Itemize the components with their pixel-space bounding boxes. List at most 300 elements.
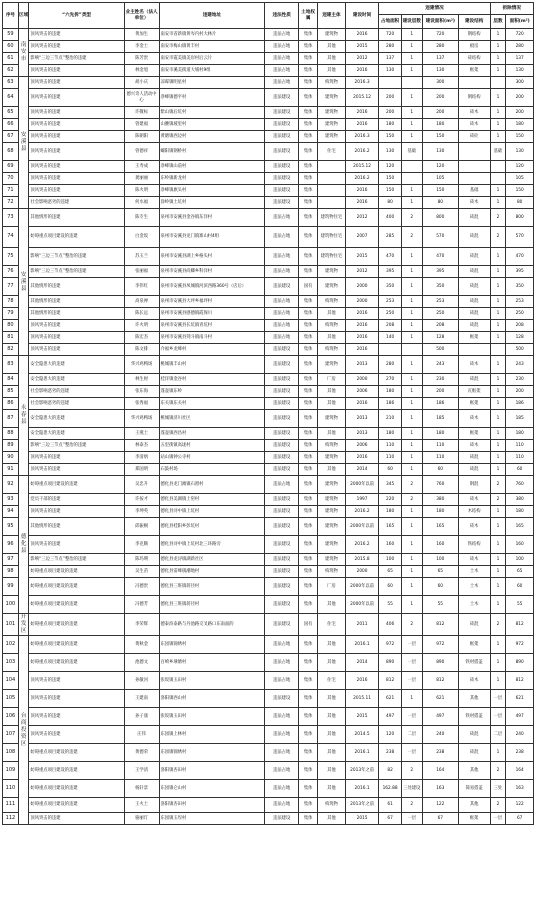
- table-row: [3, 506, 534, 518]
- table-row: [3, 161, 534, 173]
- cell-d-floors: 一层: [490, 708, 506, 726]
- cell-address: 黄塘镇西边村: [159, 131, 265, 143]
- cell-d-floors: 2: [490, 494, 506, 506]
- cell-build-area: 122: [422, 798, 458, 813]
- cell-address: 泉州市安溪县金谷镇东洋村: [159, 209, 265, 227]
- cell-d-area: 470: [506, 248, 534, 266]
- cell-time: 2000年以前: [345, 578, 379, 596]
- cell-d-area: 250: [506, 308, 534, 320]
- cell-build-area: 240: [422, 726, 458, 744]
- header-address: 违建地址: [159, 3, 265, 29]
- cell-floors: 1: [401, 266, 422, 278]
- cell-area: 210: [379, 410, 401, 428]
- cell-floors: 1: [401, 185, 422, 197]
- cell-d-area: 180: [506, 506, 534, 518]
- cell-d-area: 185: [506, 410, 534, 428]
- cell-d-floors: 1: [490, 278, 506, 296]
- cell-owner: 王学清: [124, 762, 159, 780]
- cell-land: 集体: [299, 476, 318, 494]
- cell-seq: 91: [3, 464, 19, 476]
- cell-d-floors: 1: [490, 185, 506, 197]
- cell-d-floors: 1: [490, 410, 506, 428]
- cell-address: 桃城镇丰山村: [159, 356, 265, 374]
- header-floors: 建设层数: [401, 15, 422, 29]
- cell-body: 其他: [318, 636, 346, 654]
- cell-time: 2016.1: [345, 744, 379, 762]
- cell-type: 顶风突击的违建: [29, 506, 124, 518]
- cell-owner: 郑国明: [124, 464, 159, 476]
- cell-area: 238: [379, 744, 401, 762]
- cell-body: 其他: [318, 596, 346, 614]
- cell-floors: 1: [401, 320, 422, 332]
- cell-land: 集体: [299, 636, 318, 654]
- cell-nature: 违法占地: [265, 266, 299, 278]
- cell-build-area: 120: [422, 161, 458, 173]
- cell-seq: 94: [3, 506, 19, 518]
- cell-area: 972: [379, 636, 401, 654]
- cell-type: 顶风突击的违建: [29, 536, 124, 554]
- cell-build-area: 130: [422, 65, 458, 77]
- table-row: [3, 476, 534, 494]
- cell-floors: 1: [401, 690, 422, 708]
- cell-build-area: 180: [422, 119, 458, 131]
- cell-body: 其他: [318, 780, 346, 798]
- cell-type: 顶风突击的违建: [29, 131, 124, 143]
- cell-d-floors: 1: [490, 578, 506, 596]
- cell-address: 德化县龙门滩镇石窗村: [159, 476, 265, 494]
- table-row: [3, 410, 534, 428]
- cell-seq: 80: [3, 320, 19, 332]
- cell-body: 厂房: [318, 374, 346, 386]
- cell-seq: 60: [3, 41, 19, 53]
- cell-d-floors: 1: [490, 266, 506, 278]
- cell-d-area: 186: [506, 398, 534, 410]
- cell-land: 集体: [299, 53, 318, 65]
- cell-seq: 61: [3, 53, 19, 65]
- cell-owner: 何水福: [124, 197, 159, 209]
- cell-time: 2016: [345, 332, 379, 344]
- cell-body: 其他: [318, 332, 346, 344]
- cell-type: 妨碍重点项目建设的违建: [29, 654, 124, 672]
- cell-time: 2016.3: [345, 77, 379, 89]
- cell-struct: [458, 173, 490, 185]
- cell-nature: 违法占地: [265, 53, 299, 65]
- cell-body: 其他: [318, 386, 346, 398]
- cell-type: 社会影响恶劣的违建: [29, 386, 124, 398]
- cell-type: 顶风突击的违建: [29, 332, 124, 344]
- cell-struct: 其他: [458, 762, 490, 780]
- cell-area: 82: [379, 762, 401, 780]
- cell-floors: [401, 344, 422, 356]
- cell-time: 2013年之前: [345, 798, 379, 813]
- cell-struct: [458, 77, 490, 89]
- region-cell: 安溪县: [18, 209, 29, 356]
- cell-nature: 违法建设: [265, 356, 299, 374]
- cell-build-area: 164: [422, 762, 458, 780]
- cell-build-area: 60: [422, 578, 458, 596]
- cell-struct: 其他: [458, 798, 490, 813]
- cell-struct: 钢结构: [458, 89, 490, 107]
- cell-d-area: 150: [506, 131, 534, 143]
- cell-floors: 基础: [401, 143, 422, 161]
- cell-struct: 铁材搭盖: [458, 654, 490, 672]
- cell-build-area: 570: [422, 227, 458, 248]
- cell-type: 顶风突击的违建: [29, 320, 124, 332]
- cell-struct: 铁结构: [458, 536, 490, 554]
- cell-type: 顶风突击的违建: [29, 464, 124, 476]
- cell-area: 130: [379, 65, 401, 77]
- cell-land: 集体: [299, 726, 318, 744]
- cell-address: 德化县雷峰镇潮地村: [159, 566, 265, 578]
- cell-type: 妨碍重点项目建设的违建: [29, 614, 124, 636]
- cell-build-area: 230: [422, 374, 458, 386]
- cell-struct: 砖混: [458, 374, 490, 386]
- cell-d-area: 280: [506, 41, 534, 53]
- cell-address: 东园镇玉埕村: [159, 813, 265, 825]
- cell-type: 妨碍重点项目建设的违建: [29, 744, 124, 762]
- cell-address: 蓬壶镇西昌村: [159, 428, 265, 440]
- cell-type: 其他情形的违建: [29, 209, 124, 227]
- cell-time: 2016: [345, 308, 379, 320]
- cell-build-area: 100: [422, 554, 458, 566]
- cell-seq: 65: [3, 107, 19, 119]
- cell-seq: 96: [3, 536, 19, 554]
- cell-seq: 71: [3, 185, 19, 197]
- table-row: [3, 386, 534, 398]
- cell-struct: 砖木: [458, 518, 490, 536]
- cell-land: 集体: [299, 398, 318, 410]
- cell-address: 东岭镇新龙村: [159, 173, 265, 185]
- cell-struct: 框架: [458, 398, 490, 410]
- cell-seq: 75: [3, 248, 19, 266]
- cell-type: 妨碍重点项目建设的违建: [29, 762, 124, 780]
- table-row: [3, 143, 534, 161]
- cell-land: 集体: [299, 29, 318, 41]
- cell-struct: 框架: [458, 813, 490, 825]
- cell-address: 泉州市安溪县湖上乡格头村: [159, 248, 265, 266]
- cell-struct: 框架: [458, 65, 490, 77]
- cell-address: 洛阳镇杏田村: [159, 762, 265, 780]
- cell-address: 净峰镇德平村: [159, 89, 265, 107]
- cell-address: 凉霉镇明星村: [159, 77, 265, 89]
- table-row: [3, 636, 534, 654]
- cell-d-floors: 1: [490, 518, 506, 536]
- cell-nature: 违法占地: [265, 636, 299, 654]
- cell-body: 建筑物: [318, 536, 346, 554]
- cell-owner: 冯德贵: [124, 578, 159, 596]
- cell-land: 集体: [299, 209, 318, 227]
- cell-nature: 违法建设: [265, 119, 299, 131]
- cell-time: 2015.11: [345, 690, 379, 708]
- cell-owner: 许敬标: [124, 107, 159, 119]
- cell-floors: 1: [401, 278, 422, 296]
- cell-time: 2016.2: [345, 173, 379, 185]
- cell-body: 建筑物: [318, 131, 346, 143]
- cell-d-area: 243: [506, 356, 534, 374]
- cell-struct: 砖砼: [458, 131, 490, 143]
- table-row: [3, 185, 534, 197]
- cell-floors: 一层: [401, 672, 422, 690]
- header-build-area: 建设面积(m²): [422, 15, 458, 29]
- cell-floors: 2: [401, 494, 422, 506]
- cell-area: [379, 77, 401, 89]
- cell-build-area: 800: [422, 209, 458, 227]
- cell-address: 净峰镇山前村: [159, 161, 265, 173]
- table-row: [3, 708, 534, 726]
- cell-time: 2012: [345, 53, 379, 65]
- cell-struct: 钢混: [458, 476, 490, 494]
- cell-body: 其他: [318, 744, 346, 762]
- cell-owner: 孙敏河: [124, 672, 159, 690]
- cell-seq: 79: [3, 308, 19, 320]
- cell-d-floors: 1: [490, 29, 506, 41]
- cell-body: 构筑物: [318, 344, 346, 356]
- cell-nature: 违法建设: [265, 614, 299, 636]
- cell-d-floors: 1: [490, 428, 506, 440]
- cell-time: 2000: [345, 278, 379, 296]
- cell-d-floors: [490, 173, 506, 185]
- cell-floors: 1: [401, 197, 422, 209]
- cell-struct: 框架: [458, 636, 490, 654]
- cell-struct: 砖混: [458, 726, 490, 744]
- cell-time: 2016: [345, 185, 379, 197]
- cell-address: 紫山镇后坑村: [159, 107, 265, 119]
- cell-time: 2016.1: [345, 636, 379, 654]
- cell-type: 安全隐患大的违建: [29, 374, 124, 386]
- cell-d-floors: 1: [490, 744, 506, 762]
- cell-time: 2016.2: [345, 143, 379, 161]
- cell-d-area: 180: [506, 119, 534, 131]
- cell-type: 顶风突击的违建: [29, 708, 124, 726]
- cell-nature: 违法占地: [265, 209, 299, 227]
- cell-area: 345: [379, 476, 401, 494]
- cell-area: 280: [379, 41, 401, 53]
- cell-seq: 106: [3, 708, 19, 726]
- cell-land: 集体: [299, 386, 318, 398]
- cell-d-area: 60: [506, 578, 534, 596]
- cell-build-area: 80: [422, 197, 458, 209]
- cell-build-area: 300: [422, 77, 458, 89]
- cell-time: 2013: [345, 356, 379, 374]
- cell-build-area: 105: [422, 173, 458, 185]
- cell-d-floors: 1: [490, 452, 506, 464]
- cell-land: 集体: [299, 566, 318, 578]
- cell-area: 160: [379, 536, 401, 554]
- cell-d-floors: 1: [490, 506, 506, 518]
- cell-struct: 砖混: [458, 266, 490, 278]
- cell-seq: 62: [3, 65, 19, 77]
- cell-struct: 砖木: [458, 197, 490, 209]
- cell-body: 厂房: [318, 578, 346, 596]
- cell-build-area: 497: [422, 708, 458, 726]
- header-group-build: 违建情况: [379, 3, 490, 15]
- cell-address: 张坂镇玉田村: [159, 672, 265, 690]
- cell-body: 其他: [318, 428, 346, 440]
- cell-owner: 陈专生: [124, 209, 159, 227]
- cell-d-floors: 1: [490, 636, 506, 654]
- cell-struct: 砖木: [458, 554, 490, 566]
- cell-d-floors: 1: [490, 332, 506, 344]
- table-row: [3, 762, 534, 780]
- cell-struct: 基础: [458, 185, 490, 197]
- cell-d-area: 720: [506, 29, 534, 41]
- cell-address: 张坂镇玉田村: [159, 708, 265, 726]
- cell-time: 2000年以前: [345, 476, 379, 494]
- cell-build-area: 380: [422, 494, 458, 506]
- cell-d-floors: 1: [490, 308, 506, 320]
- cell-body: 构筑物: [318, 798, 346, 813]
- cell-build-area: 350: [422, 278, 458, 296]
- cell-build-area: 280: [422, 41, 458, 53]
- cell-struct: [458, 143, 490, 161]
- cell-nature: 违法占地: [265, 476, 299, 494]
- cell-owner: 陈朝阳: [124, 131, 159, 143]
- cell-struct: 砖混: [458, 452, 490, 464]
- header-owner: 业主姓名（法人单位）: [124, 3, 159, 29]
- cell-area: 253: [379, 296, 401, 308]
- cell-floors: 1: [401, 440, 422, 452]
- cell-owner: 黄秋金: [124, 636, 159, 654]
- cell-owner: 胡小庆: [124, 77, 159, 89]
- cell-d-floors: 1: [490, 672, 506, 690]
- cell-area: 285: [379, 227, 401, 248]
- cell-d-floors: 1: [490, 374, 506, 386]
- cell-struct: [458, 344, 490, 356]
- cell-time: 2000: [345, 566, 379, 578]
- cell-body: 其他: [318, 65, 346, 77]
- cell-seq: 67: [3, 131, 19, 143]
- cell-owner: 陈芳贵: [124, 53, 159, 65]
- cell-address: 洛阳镇西山村: [159, 690, 265, 708]
- region-cell: 开发区: [18, 614, 29, 636]
- cell-address: 东关镇东关村: [159, 398, 265, 410]
- cell-floors: 一层: [401, 744, 422, 762]
- cell-type: 顶风突击的违建: [29, 185, 124, 197]
- cell-land: 集体: [299, 248, 318, 266]
- table-row: [3, 726, 534, 744]
- header-nature: 违法性质: [265, 3, 299, 29]
- cell-body: 其他: [318, 726, 346, 744]
- cell-d-area: 100: [506, 554, 534, 566]
- cell-build-area: 890: [422, 654, 458, 672]
- cell-struct: 砖混: [458, 209, 490, 227]
- cell-floors: 1: [401, 53, 422, 65]
- cell-struct: 砖混: [458, 296, 490, 308]
- header-group-demolish: 拆除情况: [490, 3, 533, 15]
- cell-floors: 1: [401, 89, 422, 107]
- cell-area: 350: [379, 278, 401, 296]
- cell-address: 德化县浔中镇上坑村北三环路旁: [159, 536, 265, 554]
- cell-type: 影响“三边三节点”整治的违建: [29, 53, 124, 65]
- cell-struct: 其他: [458, 690, 490, 708]
- cell-area: 400: [379, 209, 401, 227]
- cell-d-area: 150: [506, 185, 534, 197]
- cell-land: 集体: [299, 518, 318, 536]
- cell-build-area: 163: [422, 780, 458, 798]
- cell-area: 61: [379, 798, 401, 813]
- cell-body: 住宅: [318, 614, 346, 636]
- cell-address: 东园镇锦绣村: [159, 744, 265, 762]
- cell-d-floors: 1: [490, 536, 506, 554]
- cell-seq: 95: [3, 518, 19, 536]
- cell-body: 其他: [318, 762, 346, 780]
- region-cell: 德化县: [18, 476, 29, 614]
- cell-land: 集体: [299, 672, 318, 690]
- cell-time: 2016: [345, 107, 379, 119]
- cell-body: 建筑物住宅: [318, 248, 346, 266]
- cell-land: 集体: [299, 161, 318, 173]
- table-row: [3, 344, 534, 356]
- cell-type: 妨碍重点项目建设的违建: [29, 227, 124, 248]
- cell-d-area: 812: [506, 672, 534, 690]
- cell-struct: 简易搭盖: [458, 780, 490, 798]
- cell-time: 2011: [345, 614, 379, 636]
- table-row: [3, 209, 534, 227]
- cell-area: 162.88: [379, 780, 401, 798]
- table-row: [3, 29, 534, 41]
- table-row: [3, 464, 534, 476]
- cell-d-floors: [490, 344, 506, 356]
- cell-build-area: 972: [422, 636, 458, 654]
- cell-land: 集体: [299, 344, 318, 356]
- cell-time: 2016: [345, 344, 379, 356]
- cell-build-area: 243: [422, 356, 458, 374]
- cell-struct: 土木: [458, 578, 490, 596]
- cell-struct: 砖木: [458, 494, 490, 506]
- cell-struct: 砖木: [458, 107, 490, 119]
- cell-d-floors: 1: [490, 296, 506, 308]
- cell-d-floors: 1: [490, 53, 506, 65]
- region-cell: 南安市: [18, 29, 29, 77]
- cell-address: 山腰镇坡里村: [159, 119, 265, 131]
- table-row: [3, 131, 534, 143]
- cell-build-area: 621: [422, 690, 458, 708]
- cell-type: 影响“三边三节点”整治的违建: [29, 248, 124, 266]
- cell-d-floors: 1: [490, 89, 506, 107]
- cell-seq: 86: [3, 398, 19, 410]
- cell-area: 890: [379, 654, 401, 672]
- cell-build-area: 395: [422, 266, 458, 278]
- cell-owner: 龚丽丽: [124, 173, 159, 185]
- table-row: [3, 266, 534, 278]
- cell-time: 2016: [345, 398, 379, 410]
- cell-seq: 87: [3, 410, 19, 428]
- cell-build-area: 130: [422, 143, 458, 161]
- cell-build-area: 55: [422, 596, 458, 614]
- cell-floors: 1: [401, 308, 422, 320]
- cell-floors: 1: [401, 356, 422, 374]
- cell-build-area: 200: [422, 107, 458, 119]
- cell-d-area: 230: [506, 374, 534, 386]
- cell-land: 集体: [299, 690, 318, 708]
- table-row: [3, 227, 534, 248]
- cell-area: 150: [379, 173, 401, 185]
- cell-nature: 违法建设: [265, 566, 299, 578]
- cell-d-floors: 1: [490, 119, 506, 131]
- cell-address: 五里街镇高垅村: [159, 440, 265, 452]
- cell-struct: 砖木: [458, 672, 490, 690]
- header-region: 区域: [18, 3, 29, 29]
- demolition-table: [2, 2, 534, 825]
- cell-build-area: 250: [422, 308, 458, 320]
- table-row: [3, 566, 534, 578]
- table-row: [3, 554, 534, 566]
- table-row: [3, 332, 534, 344]
- cell-area: 180: [379, 119, 401, 131]
- cell-address: 南安市霞美镇美岸村后云片: [159, 53, 265, 65]
- cell-land: 集体: [299, 762, 318, 780]
- cell-area: 67: [379, 813, 401, 825]
